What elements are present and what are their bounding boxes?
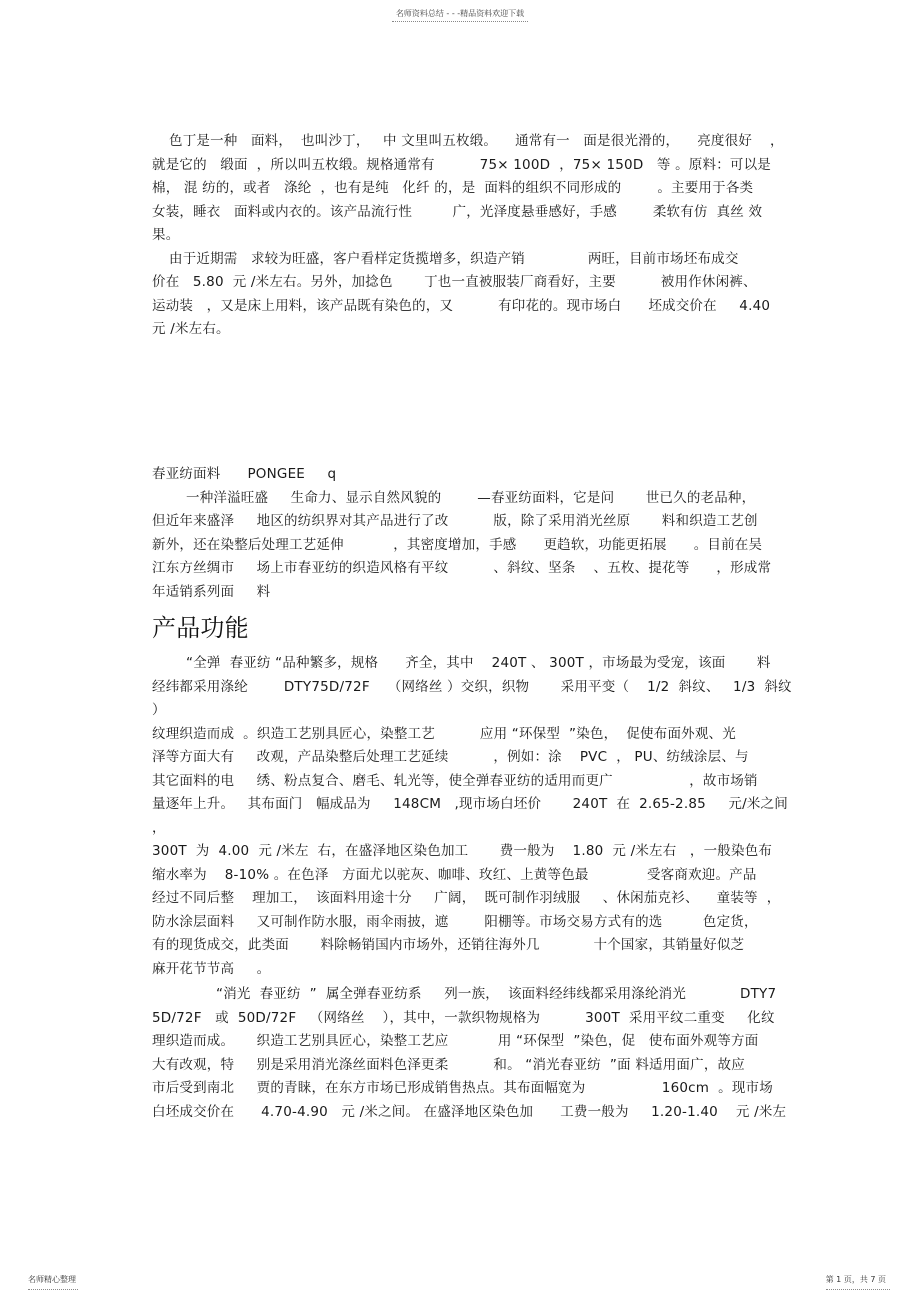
text-line: 白坯成交价在 4.70-4.90 元 /米之间。 在盛泽地区染色加 工费一般为 1.20-1.40 元 /米左 <box>152 1103 787 1120</box>
header-note: 名师资料总结 - - -精品资料欢迎下载 <box>395 9 525 18</box>
text-line: 就是它的 缎面 ，所以叫五枚缎。规格通常有 75× 100D ，75× 150D 等 。原料：可以是 <box>152 156 772 173</box>
text-line: 市后受到南北 贾的青睐，在东方市场已形成销售热点。其布面幅宽为 160cm 。现市场 <box>152 1080 773 1096</box>
page-number: 第 1 页，共 7 页 <box>825 1275 886 1284</box>
text-line: 300T 为 4.00 元 /米左 右，在盛泽地区染色加工 费一般为 1.80 元 /米左右 ，一般染色布 <box>152 843 773 859</box>
market-paragraph <box>152 248 792 342</box>
footer-left-note: 名师精心整理 <box>28 1275 76 1284</box>
pongee-intro <box>152 487 792 605</box>
product-title: 春亚纺面料 PONGEE q <box>152 466 337 482</box>
text-line: 新外，还在染整后处理工艺延伸 ，其密度增加，手感 更趋软，功能更拓展 。目前在吴 <box>152 536 763 553</box>
text-line: 果。 <box>152 227 180 243</box>
text-line: 价在 5.80 元 /米左右。另外，加捻色 丁也一直被服装厂商看好，主要 被用作休闲裤、 <box>152 274 757 290</box>
text-line: 经过不同后整 理加工， 该面料用途十分 广阔， 既可制作羽绒服 、休闲茄克衫、 童装等 ， <box>152 890 781 906</box>
text-line: “消光 春亚纺 ” 属全弹春亚纺系 列一族， 该面料经纬线都采用涤纶消光 DTY7 <box>216 986 777 1002</box>
text-line: 有的现货成交，此类面 料除畅销国内市场外，还销往海外几 十个国家，其销量好似芝 <box>152 937 745 953</box>
text-line: 但近年来盛泽 地区的纺织界对其产品进行了改 版，除了采用消光丝原 料和织造工艺创 <box>152 513 758 529</box>
function-paragraph <box>152 652 802 981</box>
footer-left-divider <box>28 1289 78 1290</box>
text-line: 泽等方面大有 改观，产品染整后处理工艺延续 ，例如：涂 PVC ， PU、纺绒涂层、与 <box>152 749 749 765</box>
text-line: 经纬都采用涤纶 DTY75D/72F （网络丝 ）交织，织物 采用平变（ 1/2 斜纹、 1/3 斜纹 ） <box>152 678 801 718</box>
text-line: 年适销系列面 料 <box>152 583 271 600</box>
pongee-section <box>152 463 802 1124</box>
text-line: 由于近期需 求较为旺盛，客户看样定货揽增多，织造产销 两旺，目前市场坯布成交 <box>169 250 739 267</box>
section-heading: 产品功能 <box>152 614 249 642</box>
text-line: 棉， 混 纺的，或者 涤纶 ，也有是纯 化纤 的，是 面料的组织不同形成的 。主要用于各类 <box>152 180 754 196</box>
satin-paragraph <box>152 130 792 248</box>
text-line: 缩水率为 8-10% 。在色泽 方面尤以驼灰、咖啡、玫红、上黄等色最 受客商欢迎。产品 <box>152 866 757 883</box>
satin-section <box>152 130 792 342</box>
text-line: 量逐年上升。 其布面门 幅成品为 148CM ,现市场白坯价 240T 在 2.65-2.85 元/米之间 ， <box>152 796 802 836</box>
text-line: 麻开花节节高 。 <box>152 960 271 977</box>
text-line: 纹理织造而成 。织造工艺别具匠心，染整工艺 应用 “环保型 ”染色， 促使布面外观、光 <box>152 725 736 742</box>
text-line: 江东方丝绸市 场上市春亚纺的织造风格有平纹 、斜纹、坚条 、五枚、提花等 ，形成常 <box>152 560 772 576</box>
matte-pongee-paragraph <box>152 983 792 1124</box>
text-line: 大有改观，特 别是采用消光涤丝面料色泽更柔 和。 “消光春亚纺 ”面 料适用面广，故应 <box>152 1056 745 1073</box>
text-line: 理织造而成。 织造工艺别具匠心，染整工艺应 用 “环保型 ”染色，促 使布面外观等方面 <box>152 1033 759 1049</box>
text-line: 元 /米左右。 <box>152 321 230 337</box>
text-line: 色丁是一种 面料， 也叫沙丁， 中 文里叫五枚缎。 通常有一 面是很光滑的， 亮度很好 ， <box>169 133 784 149</box>
text-line: 女装，睡衣 面料或内衣的。该产品流行性 广，光泽度悬垂感好，手感 柔软有仿 真丝 效 <box>152 203 763 220</box>
text-line: 5D/72F 或 50D/72F （网络丝 ），其中，一款织物规格为 300T 采用平纹二重变 化纹 <box>152 1009 775 1026</box>
footer-right-divider <box>826 1289 890 1290</box>
text-line: 其它面料的电 绣、粉点复合、磨毛、轧光等，使全弹春亚纺的适用而更广 ，故市场销 <box>152 772 758 789</box>
text-line: 运动装 ，又是床上用料，该产品既有染色的，又 有印花的。现市场白 坯成交价在 4.40 <box>152 297 771 314</box>
text-line: “全弹 春亚纺 “品种繁多，规格 齐全，其中 240T 、 300T ，市场最为受宠，该面 料 <box>186 655 771 671</box>
text-line: 一种洋溢旺盛 生命力、显示自然风貌的 —春亚纺面料，它是问 世已久的老品种， <box>186 489 756 506</box>
text-line: 防水涂层面料 又可制作防水服，雨伞雨披，遮 阳棚等。市场交易方式有的选 色定货， <box>152 913 758 930</box>
header-divider <box>392 21 528 22</box>
